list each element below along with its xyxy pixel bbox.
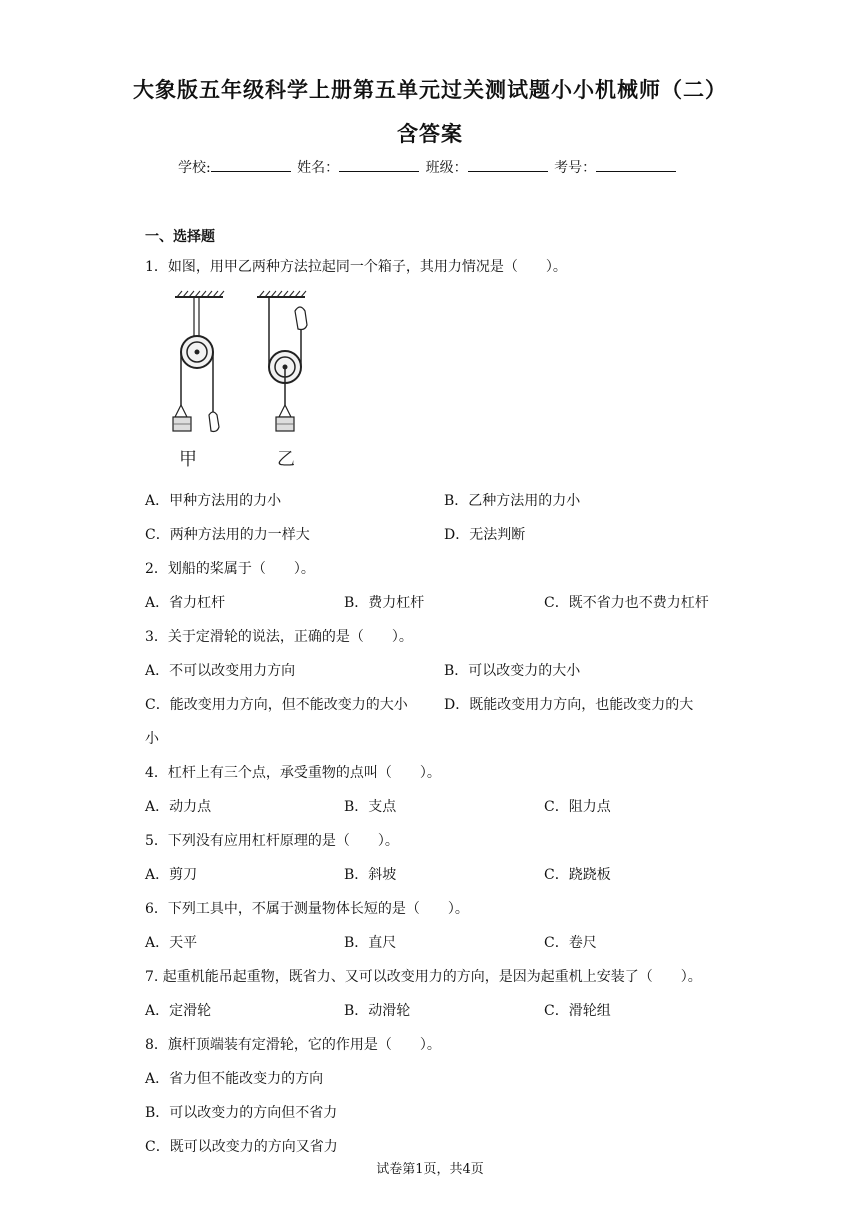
q4-option-c[interactable]: C．阻力点	[544, 799, 611, 815]
school-blank[interactable]	[211, 159, 291, 172]
name-blank[interactable]	[339, 159, 419, 172]
fixed-pulley-diagram	[173, 291, 224, 470]
q5-option-b[interactable]: B．斜坡	[344, 867, 397, 883]
q4-option-b[interactable]: B．支点	[344, 799, 397, 815]
class-blank[interactable]	[468, 159, 548, 172]
q1-option-b[interactable]: B．乙种方法用的力小	[444, 493, 581, 509]
class-label: 班级：	[425, 160, 468, 176]
student-info-row	[178, 157, 678, 177]
question-6: 6．下列工具中，不属于测量物体长短的是（ ）。	[145, 901, 469, 917]
label-a: 甲	[179, 449, 197, 470]
q6-option-c[interactable]: C．卷尺	[544, 935, 597, 951]
q8-option-b[interactable]: B．可以改变力的方向但不省力	[145, 1105, 338, 1121]
question-4: 4．杠杆上有三个点，承受重物的点叫（ ）。	[145, 765, 441, 781]
page-footer: 试卷第1页，共4页	[376, 1162, 484, 1177]
q7-option-c[interactable]: C．滑轮组	[544, 1003, 611, 1019]
q2-option-c[interactable]: C．既不省力也不费力杠杆	[544, 595, 709, 611]
q4-option-a[interactable]: A．动力点	[145, 799, 212, 815]
q7-option-a[interactable]: A．定滑轮	[145, 1003, 212, 1019]
exam-no-blank[interactable]	[596, 159, 676, 172]
pulley-figure	[165, 287, 315, 472]
question-7: 7. 起重机能吊起重物，既省力、又可以改变用力的方向，是因为起重机上安装了（ ）。	[145, 969, 702, 985]
question-8: 8．旗杆顶端装有定滑轮，它的作用是（ ）。	[145, 1037, 441, 1053]
q1-option-c[interactable]: C．两种方法用的力一样大	[145, 527, 310, 543]
q3-option-d-wrap: 小	[145, 731, 159, 747]
q3-option-a[interactable]: A．不可以改变用力方向	[145, 663, 296, 679]
q8-option-c[interactable]: C．既可以改变力的方向又省力	[145, 1139, 338, 1155]
label-b: 乙	[277, 449, 295, 470]
q6-option-a[interactable]: A．天平	[145, 935, 198, 951]
page-title-continued: 含答案	[397, 122, 463, 146]
q1-option-d[interactable]: D．无法判断	[444, 527, 526, 543]
q3-option-d[interactable]: D．既能改变用力方向，也能改变力的大	[444, 697, 694, 713]
name-label: 姓名：	[297, 160, 340, 176]
q6-option-b[interactable]: B．直尺	[344, 935, 397, 951]
q2-option-b[interactable]: B．费力杠杆	[344, 595, 425, 611]
school-label: 学校:	[178, 160, 211, 176]
page-title: 大象版五年级科学上册第五单元过关测试题小小机械师（二）	[133, 78, 727, 102]
movable-pulley-diagram	[257, 291, 307, 470]
question-5: 5．下列没有应用杠杆原理的是（ ）。	[145, 833, 399, 849]
section-heading: 一、选择题	[145, 229, 215, 245]
q3-option-b[interactable]: B．可以改变力的大小	[444, 663, 581, 679]
q7-option-b[interactable]: B．动滑轮	[344, 1003, 411, 1019]
q5-option-c[interactable]: C．跷跷板	[544, 867, 611, 883]
q3-option-c[interactable]: C．能改变用力方向，但不能改变力的大小	[145, 697, 408, 713]
question-1: 1．如图，用甲乙两种方法拉起同一个箱子，其用力情况是（ ）。	[145, 259, 567, 275]
exam-no-label: 考号：	[554, 160, 597, 176]
question-2: 2．划船的桨属于（ ）。	[145, 561, 315, 577]
q2-option-a[interactable]: A．省力杠杆	[145, 595, 226, 611]
question-3: 3．关于定滑轮的说法，正确的是（ ）。	[145, 629, 413, 645]
q5-option-a[interactable]: A．剪刀	[145, 867, 198, 883]
q1-option-a[interactable]: A．甲种方法用的力小	[145, 493, 282, 509]
q8-option-a[interactable]: A．省力但不能改变力的方向	[145, 1071, 324, 1087]
